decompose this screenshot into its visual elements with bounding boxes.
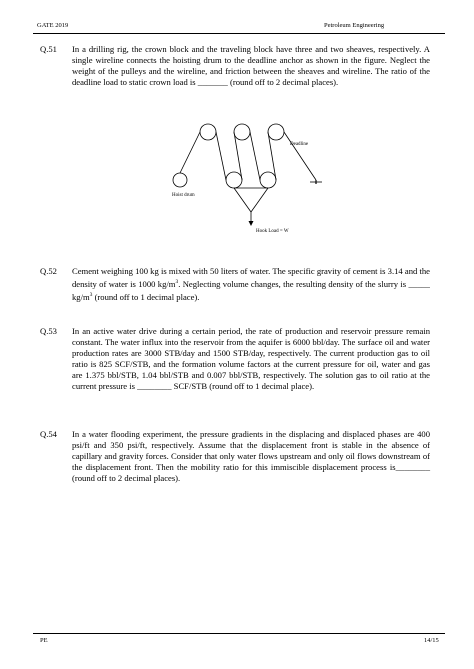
crown-sheave-1 [200,124,216,140]
label-hook-load: Hook Load = W [256,229,289,234]
crown-sheave-2 [234,124,250,140]
question-text: Cement weighing 100 kg is mixed with 50 liters of water. The specific gravity of cement is 3.14 and the density of water is 1000 $kg/m^3$. Neglecting volume changes, the resulting density of the slurry is _____ $kg/m^3$ (round off to 1 decimal place). [72,266,430,302]
footer-divider [33,633,445,634]
label-deadline: Deadline [290,142,309,147]
travel-sheave-2 [260,172,276,188]
travel-sheave-1 [226,172,242,188]
crown-sheave-3 [268,124,284,140]
question-text: In a drilling rig, the crown block and the traveling block have three and two sheaves, respectively. A single wireline connects the hoisting drum to the deadline anchor as shown in the figure. Neglect the weight of the pulleys and the wireline, and friction between the sheaves and wireline. The ratio of the deadline load to static crown load is _______ (round off to 2 decimal places). [72,44,430,87]
question-number: Q.53 [40,326,57,336]
question-number: Q.51 [40,44,57,54]
header-paper-name: Petroleum Engineering [324,22,385,29]
label-hoist-drum: Hoist drum [172,193,195,198]
header-exam-name: GATE 2019 [37,22,69,29]
question-number: Q.54 [40,429,57,439]
drilling-rig-figure [160,112,330,240]
question-text: In an active water drive during a certain period, the rate of production and reservoir pressure remain constant. The water influx into the reservoir from the aquifer is 6000 bbl/day. The surface oil and water production rates are 3000 STB/day and 1500 STB/day, respectively. The current production gas to oil ratio is 825 SCF/STB, and the formation volume factors at the current pressure for oil, water and gas are 1.375 bbl/STB, 1.04 bbl/STB and 0.007 bbl/STB, respectively. The solution gas to oil ratio at the current pressure is ________ SCF/STB (round off to 1 decimal place). [72,326,430,391]
footer-page-number: 14/15 [424,637,439,644]
question-number: Q.52 [40,266,57,276]
hoist-drum [173,173,187,187]
question-text: In a water flooding experiment, the pressure gradients in the displacing and displaced phases are 400 psi/ft and 350 psi/ft, respectively. Assume that the displacement front is stable in the absence of capillary and gravity forces. Consider that only water flows upstream and only oil flows downstream of the displacement front. Then the mobility ratio for this immiscible displacement process is________ (round off to 2 decimal places). [72,429,430,483]
header-divider [33,33,445,34]
footer-paper-code: PE [40,637,48,644]
